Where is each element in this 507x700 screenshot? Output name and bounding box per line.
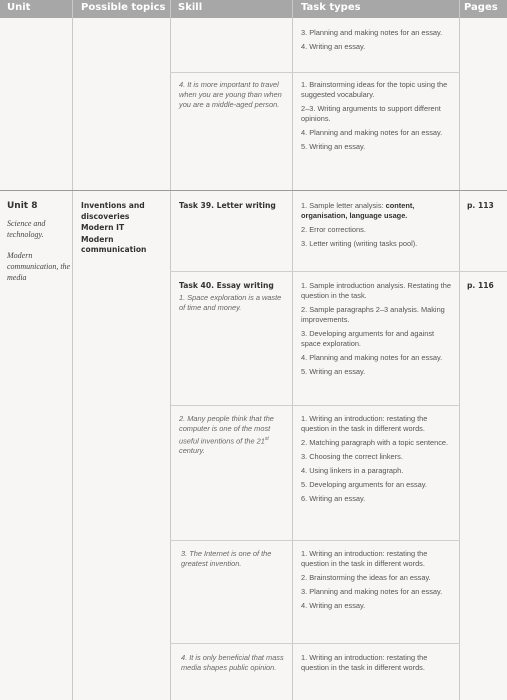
- topic-item: Modern IT: [81, 223, 125, 232]
- column-divider: [170, 0, 171, 700]
- page-reference: p. 116: [467, 281, 494, 290]
- table-header: [0, 0, 507, 18]
- skill-cell: 4. It is only beneficial that mass media shapes public opinion.: [181, 653, 284, 672]
- column-divider: [459, 0, 460, 700]
- list-item: 3. Planning and making notes for an essay.: [301, 28, 443, 37]
- list-item: 2–3. Writing arguments to support different opinions.: [301, 104, 441, 123]
- task-list: [301, 414, 453, 504]
- list-item: 5. Writing an essay.: [301, 142, 366, 151]
- skill-cell: 3. The Internet is one of the greatest invention.: [181, 549, 272, 568]
- possible-topics: [81, 201, 165, 256]
- page-reference: p. 113: [467, 201, 494, 210]
- column-divider: [292, 0, 293, 700]
- task-title: Task 40. Essay writing: [179, 281, 274, 290]
- header-skill: Skill: [178, 2, 203, 13]
- list-item: 1. Writing an introduction: restating the question in the task in different words.: [301, 549, 428, 568]
- list-item: 4. Writing an essay.: [301, 601, 366, 610]
- skill-text: 1. Space exploration is a waste of time and money.: [179, 293, 282, 312]
- skill-cell: 4. It is more important to travel when you are young than when you are a middle-aged person.: [179, 80, 282, 109]
- list-item: 4. Planning and making notes for an essay.: [301, 128, 443, 137]
- list-item: 1. Writing an introduction: restating the question in the task in different words.: [301, 653, 428, 672]
- unit-subtitle: Modern communication, the media: [7, 251, 71, 282]
- row-divider: [170, 540, 460, 541]
- list-item: 3. Developing arguments for and against space exploration.: [301, 329, 435, 348]
- task-list: [301, 653, 453, 673]
- list-item: 2. Error corrections.: [301, 225, 366, 234]
- column-divider: [72, 0, 73, 700]
- list-item: 1. Sample letter analysis: content, organisation, language usage.: [301, 201, 415, 220]
- topic-item: Modern communication: [81, 234, 147, 254]
- topic-item: Inventions and discoveries: [81, 201, 145, 221]
- row-divider: [170, 72, 460, 73]
- unit-divider: [0, 190, 507, 191]
- skill-cell: [179, 281, 287, 313]
- task-list: [301, 80, 451, 152]
- task-list: [301, 549, 456, 611]
- skill-cell: [179, 201, 289, 211]
- task-list: [301, 281, 453, 377]
- list-item: 2. Sample paragraphs 2–3 analysis. Making improvements.: [301, 305, 445, 324]
- list-item: 2. Matching paragraph with a topic sentence.: [301, 438, 449, 447]
- list-item: 3. Planning and making notes for an essay.: [301, 587, 443, 596]
- header-topics: Possible topics: [81, 2, 166, 13]
- list-item: 5. Writing an essay.: [301, 367, 366, 376]
- list-item: 4. Using linkers in a paragraph.: [301, 466, 404, 475]
- row-divider: [170, 405, 460, 406]
- task-list: [301, 201, 453, 249]
- row-divider: [170, 643, 460, 644]
- list-item: 1. Brainstorming ideas for the topic using the suggested vocabulary.: [301, 80, 448, 99]
- header-pages: Pages: [464, 2, 498, 13]
- task-title: Task 39. Letter writing: [179, 201, 276, 210]
- list-item: 4. Planning and making notes for an essay.: [301, 353, 443, 362]
- unit-subtitle: Science and technology.: [7, 219, 46, 239]
- list-item: 1. Sample introduction analysis. Restating the question in the task.: [301, 281, 451, 300]
- list-item: 5. Developing arguments for an essay.: [301, 480, 427, 489]
- list-item: 4. Writing an essay.: [301, 42, 366, 51]
- header-unit: Unit: [7, 2, 31, 13]
- list-item: 6. Writing an essay.: [301, 494, 366, 503]
- row-divider: [170, 271, 507, 272]
- task-list: [301, 28, 451, 52]
- list-item: 1. Writing an introduction: restating the question in the task in different words.: [301, 414, 428, 433]
- list-item: 3. Letter writing (writing tasks pool).: [301, 239, 418, 248]
- unit-title: Unit 8: [7, 201, 38, 211]
- skill-cell: 2. Many people think that the computer is one of the most useful inventions of the 21st century.: [179, 414, 274, 456]
- list-item: 3. Choosing the correct linkers.: [301, 452, 403, 461]
- header-task-types: Task types: [301, 2, 361, 13]
- list-item: 2. Brainstorming the ideas for an essay.: [301, 573, 431, 582]
